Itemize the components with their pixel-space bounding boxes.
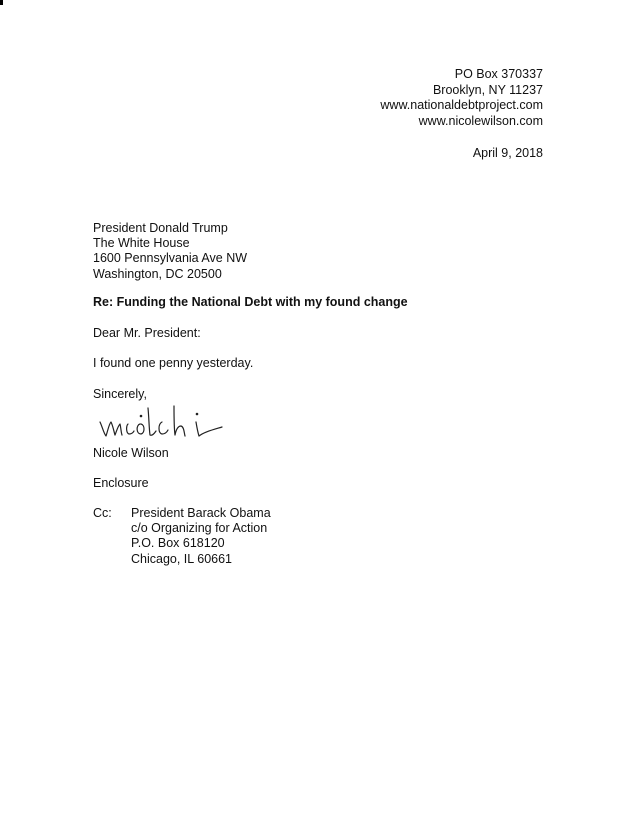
letter-body: I found one penny yesterday. (93, 356, 254, 370)
cc-po-box: P.O. Box 618120 (131, 536, 225, 551)
cc-name: President Barack Obama (131, 506, 271, 520)
sender-po-box: PO Box 370337 (454, 67, 543, 81)
sender-address (380, 67, 543, 129)
cc-label: Cc: (93, 506, 112, 520)
handwritten-signature (96, 400, 246, 442)
recipient-name: President Donald Trump (93, 221, 228, 235)
sender-website-2: www.nicolewilson.com (418, 113, 543, 128)
closing: Sincerely, (93, 387, 147, 401)
recipient-street: 1600 Pennsylvania Ave NW (93, 251, 248, 266)
subject-line: Re: Funding the National Debt with my found change (93, 295, 408, 309)
enclosure-note: Enclosure (93, 476, 149, 490)
signer-name: Nicole Wilson (93, 446, 169, 460)
letter-date: April 9, 2018 (472, 146, 543, 160)
salutation: Dear Mr. President: (93, 326, 201, 340)
sender-city: Brooklyn, NY 11237 (432, 82, 543, 97)
cc-city: Chicago, IL 60661 (131, 551, 233, 566)
scan-corner-mark (0, 0, 3, 5)
cc-org: c/o Organizing for Action (131, 521, 268, 536)
sender-website-1: www.nationaldebtproject.com (380, 98, 543, 112)
cc-address (131, 506, 271, 567)
recipient-org: The White House (93, 236, 190, 251)
recipient-city: Washington, DC 20500 (93, 266, 222, 281)
recipient-address (93, 221, 247, 282)
